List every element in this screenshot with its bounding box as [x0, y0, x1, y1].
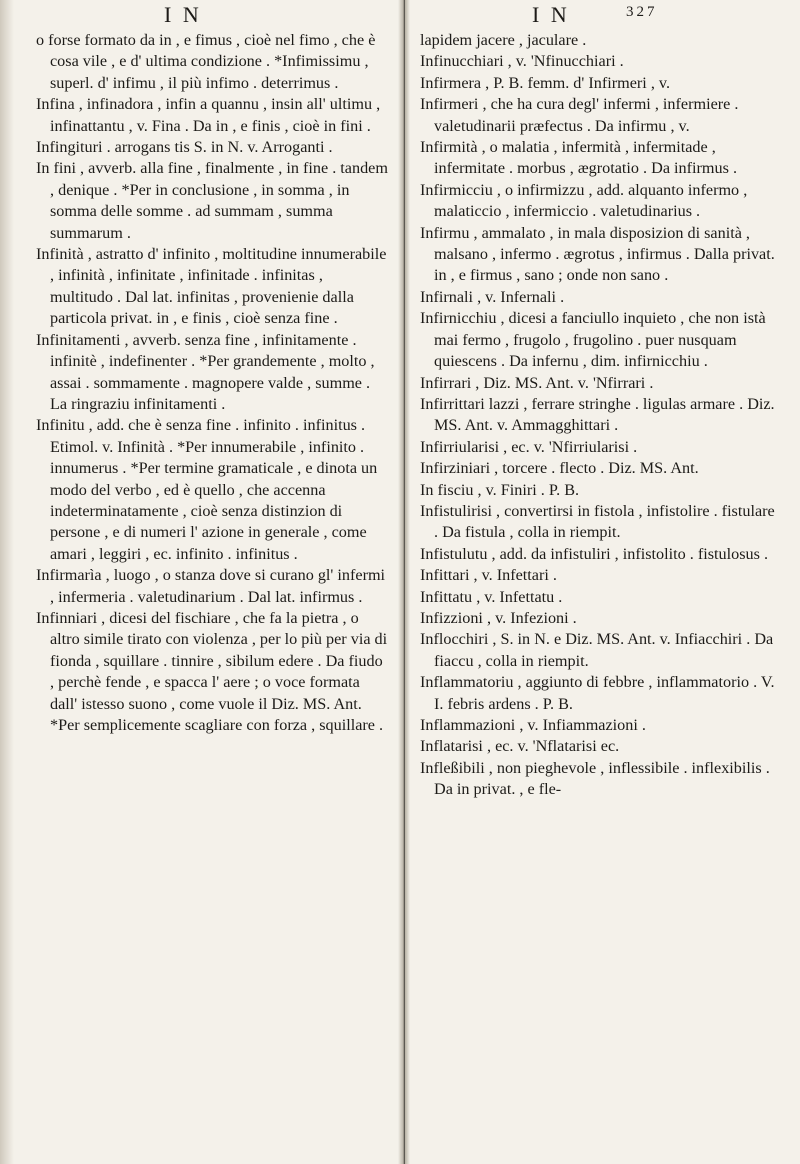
entry-in-fini: In fini , avverb. alla fine , finalmente , in fine . tandem , denique . *Per in conclusione , in somma , in somma delle somme . ad summam , summa summarum . — [36, 159, 388, 242]
entry-infirziniari: Infirziniari , torcere . flecto . Diz. MS. Ant. — [420, 459, 699, 478]
right-column — [420, 2, 776, 801]
entry-infinitu: Infinitu , add. che è senza fine . infinito . infinitus . Etimol. v. Infinità . *Per innumerabile , infinito . innumerus . *Per termine gramaticale , e dinota un modo del verbo , ed è quello , che accenna indeterminatamente , cioè senza distinzion di persone , e di numeri l' azione in generale , come amari , leggiri , ec. infinito . infinitus . — [36, 416, 378, 563]
left-column — [36, 2, 388, 736]
entry-infirmita: Infirmità , o malatia , infermità , infermitade , infermitate . morbus , ægrotatio . Da infirmus . — [420, 138, 738, 178]
entry-infinniari: Infinniari , dicesi del fischiare , che fa la pietra , o altro simile tirato con violenza , per lo più per via di fionda , squillare . tinnire , sibilum edere . Da fiudo , perchè fende , e spacca l' aere ; o voce formata dall' istesso suono , come vuole il Diz. MS. Ant. *Per semplicemente scagliare con forza , squillare . — [36, 608, 388, 734]
entry-infittatu: Infittatu , v. Infettatu . — [420, 587, 563, 606]
right-running-header — [420, 2, 776, 30]
left-running-header — [36, 2, 388, 30]
entry-infirmaria: Infirmarìa , luogo , o stanza dove si curano gl' infermi , infermeria . valetudinarium . Dal lat. infirmus . — [36, 566, 386, 606]
entry-continuation: lapidem jacere , jaculare . — [420, 31, 587, 49]
entry-inflatarisi: Inflatarisi , ec. v. 'Nflatarisi ec. — [420, 737, 620, 756]
entry-infirmicciu: Infirmicciu , o infirmizzu , add. alquanto infermo , malaticcio , infermiccio . valetudinarius . — [420, 180, 748, 221]
entry-infirmeri: Infirmeri , che ha cura degl' infermi , infermiere . valetudinarii præfectus . Da infirmu , v. — [420, 95, 739, 135]
left-header-letters: I N — [164, 2, 202, 27]
entry-infistulutu: Infistulutu , add. da infistuliri , infistolito . fistulosus . — [420, 544, 769, 563]
entry-in-fisciu: In fisciu , v. Finiri . P. B. — [420, 480, 580, 499]
entry-infirmu: Infirmu , ammalato , in mala disposizion di sanità , malsano , infermo . ægrotus , infirmus . Dalla privat. in , e firmus , sano ; onde non sano . — [420, 223, 775, 285]
entry-infingituri: Infingituri . arrogans tis S. in N. v. Arroganti . — [36, 138, 333, 157]
entry-infinitamenti: Infinitamenti , avverb. senza fine , infinitamente . infinitè , indefinenter . *Per grandemente , molto , assai . sommamente . magnopere valde , summe . La ringraziu infinitamenti . — [36, 330, 375, 413]
entry-inflammatoriu: Inflammatoriu , aggiunto di febbre , inflammatorio . V. I. febris ardens . P. B. — [420, 673, 775, 713]
entry-inflessibili: Infleßibili , non pieghevole , inflessibile . inflexibilis . Da in privat. , e fle- — [420, 758, 770, 799]
entry-infirnicchiu: Infirnicchiu , dicesi a fanciullo inquieto , che non istà mai fermo , frugolo , frugolino . puer nusquam quiescens . Da infernu , dim. infirnicchiu . — [420, 309, 766, 371]
entry-infirmera: Infirmera , P. B. femm. d' Infirmeri , v. — [420, 73, 671, 92]
entry-infirnali: Infirnali , v. Infernali . — [420, 287, 565, 306]
right-header-letters: I N — [532, 2, 570, 27]
book-gutter — [398, 0, 410, 1164]
entry-infinucchiari: Infinucchiari , v. 'Nfinucchiari . — [420, 52, 624, 71]
entry-infinita: Infinità , astratto d' infinito , moltitudine innumerabile , infinità , infinitate , infinitade . infinitas , multitudo . Dal lat. infinitas , provenienie dalla particola privat. in , e finis , cioè senza fine . — [36, 245, 387, 328]
entry-inflammazioni: Inflammazioni , v. Infiammazioni . — [420, 716, 646, 734]
entry-continuation: o forse formato da in , e fimus , cioè nel fimo , che è cosa vile , e d' ultima condizione . *Infimissimu , superl. d' infimu , il più infimo . deterrimus . — [36, 31, 376, 92]
entry-infirrittari: Infirrittari lazzi , ferrare stringhe . ligulas armare . Diz. MS. Ant. v. Ammagghittari . — [420, 394, 775, 435]
entry-infistulirisi: Infistulirisi , convertirsi in fistola , infistolire . fistulare . Da fistula , colla in riempit. — [420, 501, 775, 542]
entry-infirriularisi: Infirriularisi , ec. v. 'Nfirriularisi . — [420, 437, 638, 456]
entry-infirrari: Infirrari , Diz. MS. Ant. v. 'Nfirrari . — [420, 373, 654, 392]
entry-infina: Infina , infinadora , infin a quannu , insin all' ultimu , infinattantu , v. Fina . Da in , e finis , cioè in fini . — [36, 95, 381, 135]
entry-inflocchiri: Inflocchiri , S. in N. e Diz. MS. Ant. v. Infiacchiri . Da fiaccu , colla in riempit. — [420, 630, 774, 670]
page-number: 327 — [626, 4, 658, 20]
entry-infittari: Infittari , v. Infettari . — [420, 566, 557, 585]
page-edge-shadow — [0, 0, 14, 1164]
entry-infizzioni: Infizzioni , v. Infezioni . — [420, 608, 577, 627]
